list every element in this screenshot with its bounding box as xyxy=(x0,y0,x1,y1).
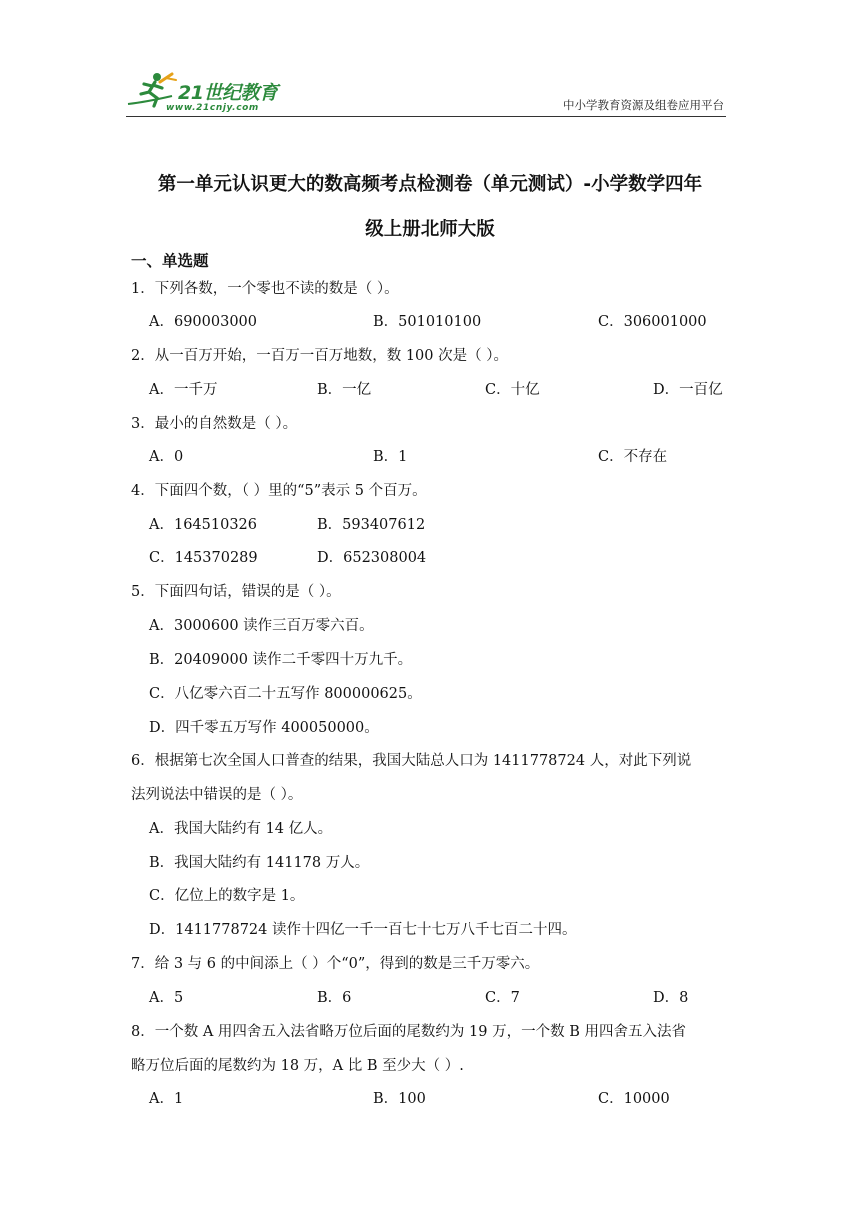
platform-name: 中小学教育资源及组卷应用平台 xyxy=(563,98,724,112)
question-2-stem: 2．从一百万开始，一百万一百万地数，数 100 次是（ ）。 xyxy=(131,348,508,364)
q3-option-c: C．不存在 xyxy=(598,449,668,465)
q7-option-a: A．5 xyxy=(149,990,184,1006)
q8-option-c: C．10000 xyxy=(598,1091,670,1107)
q2-option-a: A．一千万 xyxy=(149,382,218,398)
logo-url-text: www.21cnjy.com xyxy=(166,103,259,113)
q7-option-c: C．7 xyxy=(485,990,520,1006)
q2-option-b: B．一亿 xyxy=(317,382,372,398)
page-title-line-2: 级上册北师大版 xyxy=(365,219,495,240)
q7-option-b: B．6 xyxy=(317,990,352,1006)
q6-option-c: C．亿位上的数字是 1。 xyxy=(149,888,305,904)
q4-option-b: B．593407612 xyxy=(317,517,426,533)
q8-option-a: A．1 xyxy=(149,1091,184,1107)
section-heading: 一、单选题 xyxy=(131,252,209,270)
q8-option-b: B．100 xyxy=(373,1091,426,1107)
page-header xyxy=(126,64,726,118)
q4-option-a: A．164510326 xyxy=(149,517,257,533)
q4-option-c: C．145370289 xyxy=(149,550,258,566)
q6-option-d: D．1411778724 读作十四亿一千一百七十七万八千七百二十四。 xyxy=(149,922,577,938)
q2-option-d: D．一百亿 xyxy=(653,382,723,398)
question-4-stem: 4．下面四个数，（ ）里的“5”表示 5 个百万。 xyxy=(131,483,427,499)
q5-option-a: A．3000600 读作三百万零六百。 xyxy=(149,618,374,634)
question-1-stem: 1．下列各数，一个零也不读的数是（ ）。 xyxy=(131,281,399,297)
question-3-stem: 3．最小的自然数是（ ）。 xyxy=(131,416,298,432)
q3-option-a: A．0 xyxy=(149,449,184,465)
question-8-stem-line-1: 8．一个数 A 用四舍五入法省略万位后面的尾数约为 19 万，一个数 B 用四舍五入法省 xyxy=(131,1024,686,1040)
logo-brand-text: 21世纪教育 xyxy=(178,82,278,104)
q6-option-a: A．我国大陆约有 14 亿人。 xyxy=(149,821,333,837)
question-8-stem-line-2: 略万位后面的尾数约为 18 万，A 比 B 至少大（ ）. xyxy=(131,1058,464,1074)
q5-option-d: D．四千零五万写作 400050000。 xyxy=(149,720,379,736)
q2-option-c: C．十亿 xyxy=(485,382,540,398)
q4-option-d: D．652308004 xyxy=(317,550,427,566)
q7-option-d: D．8 xyxy=(653,990,689,1006)
21cnjy-logo xyxy=(126,70,296,114)
question-5-stem: 5．下面四句话，错误的是（ ）。 xyxy=(131,584,341,600)
q5-option-b: B．20409000 读作二千零四十万九千。 xyxy=(149,652,413,668)
header-divider xyxy=(126,116,726,117)
q1-option-b: B．501010100 xyxy=(373,314,482,330)
q1-option-c: C．306001000 xyxy=(598,314,707,330)
question-7-stem: 7．给 3 与 6 的中间添上（ ）个“0”，得到的数是三千万零六。 xyxy=(131,956,540,972)
page-title-line-1: 第一单元认识更大的数高频考点检测卷（单元测试）-小学数学四年 xyxy=(157,174,703,195)
q1-option-a: A．690003000 xyxy=(149,314,257,330)
question-6-stem-line-1: 6．根据第七次全国人口普查的结果，我国大陆总人口为 1411778724 人，对此下列说 xyxy=(131,753,692,769)
q3-option-b: B．1 xyxy=(373,449,408,465)
question-6-stem-line-2: 法列说法中错误的是（ ）。 xyxy=(131,787,303,803)
q5-option-c: C．八亿零六百二十五写作 800000625。 xyxy=(149,686,422,702)
q6-option-b: B．我国大陆约有 141178 万人。 xyxy=(149,855,370,871)
